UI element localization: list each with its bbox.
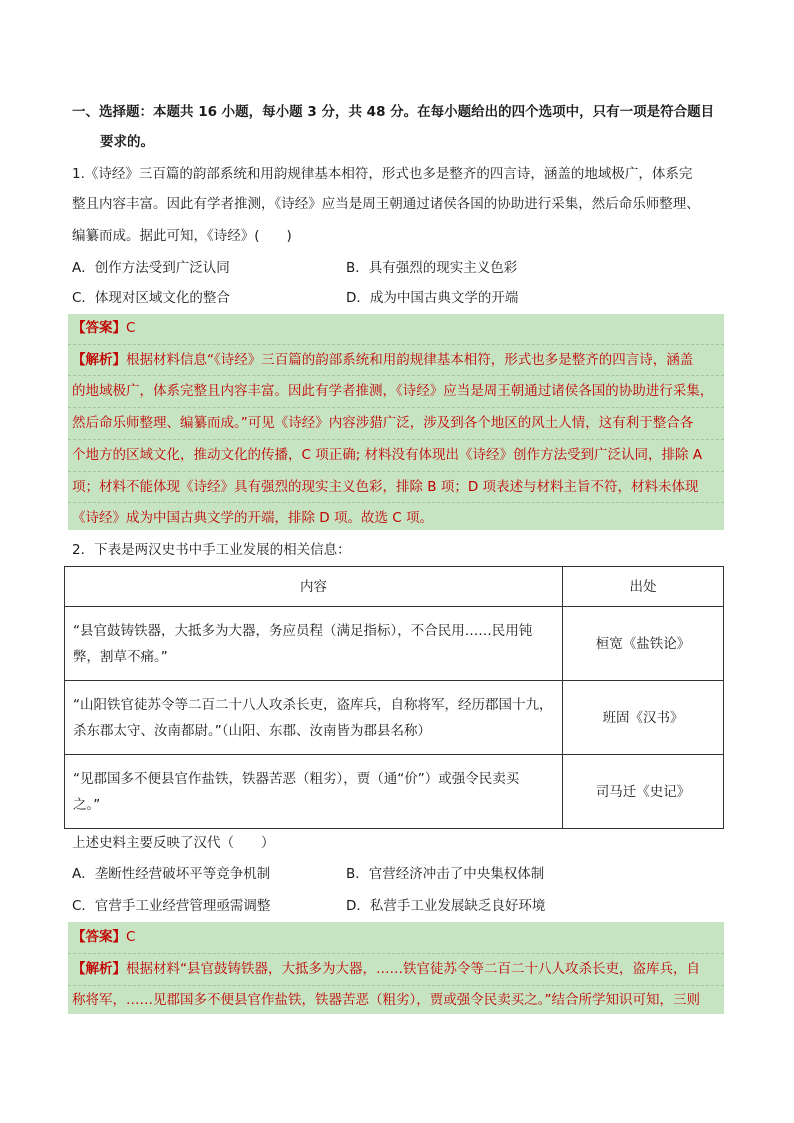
q2-option-d: D．私营手工业发展缺乏良好环境 bbox=[346, 898, 546, 914]
q2-option-b: B．官营经济冲击了中央集权体制 bbox=[346, 866, 545, 882]
q2-question: 上述史料主要反映了汉代（ ） bbox=[72, 835, 275, 851]
divider bbox=[68, 953, 724, 954]
q2-stem: 2．下表是两汉史书中手工业发展的相关信息： bbox=[72, 542, 351, 558]
cell-line: 弊，割草不痛。” bbox=[73, 648, 168, 665]
table-header-content: 内容 bbox=[65, 567, 563, 607]
q2-answer bbox=[72, 927, 135, 947]
table-header-row bbox=[65, 567, 724, 607]
analysis-text: 根据材料“县官鼓铸铁器，大抵多为大器，……铁官徒苏令等二百二十八人攻杀长吏，盗库兵，自 bbox=[126, 961, 700, 977]
cell-line: “见郡国多不便县官作盐铁，铁器苦恶（粗劣），贾（通“价”）或强令民卖买 bbox=[73, 770, 520, 787]
divider bbox=[68, 502, 724, 503]
section-header-line1: 一、选择题：本题共 16 小题，每小题 3 分，共 48 分。在每小题给出的四个选项中，只有一项是符合题目 bbox=[72, 104, 715, 120]
analysis-tag: 【解析】 bbox=[72, 352, 126, 368]
cell-line: 之。” bbox=[73, 796, 101, 813]
cell-line: 杀东郡太守、汝南都尉。”（山阳、东郡、汝南皆为郡县名称） bbox=[73, 722, 431, 739]
q1-analysis-line4: 个地方的区域文化，推动文化的传播，C 项正确; 材料没有体现出《诗经》创作方法受到广泛认同，排除 A bbox=[72, 447, 703, 463]
analysis-tag: 【解析】 bbox=[72, 961, 126, 977]
q1-analysis-line2: 的地域极广，体系完整且内容丰富。因此有学者推测，《诗经》应当是周王朝通过诸侯各国的协助进行采集， bbox=[72, 383, 714, 399]
q2-option-a: A．垄断性经营破坏平等竞争机制 bbox=[72, 866, 271, 882]
q1-stem-line2: 整且内容丰富。因此有学者推测，《诗经》应当是周王朝通过诸侯各国的协助进行采集，然后命乐师整理、 bbox=[72, 196, 700, 212]
answer-value: C bbox=[126, 929, 136, 945]
q1-analysis-line3: 然后命乐师整理、编纂而成。”可见《诗经》内容涉猎广泛，涉及到各个地区的风土人情，这有利于整合各 bbox=[72, 415, 694, 431]
q1-stem-line1: 1.《诗经》三百篇的韵部系统和用韵规律基本相符，形式也多是整齐的四言诗，涵盖的地域极广，体系完 bbox=[72, 166, 693, 182]
q1-option-c: C．体现对区域文化的整合 bbox=[72, 290, 230, 306]
q1-analysis-line5: 项；材料不能体现《诗经》具有强烈的现实主义色彩，排除 B 项；D 项表述与材料主旨不符，材料未体现 bbox=[72, 479, 699, 495]
answer-tag: 【答案】 bbox=[72, 929, 126, 945]
cell-line: “县官鼓铸铁器，大抵多为大器，务应员程（满足指标），不合民用……民用钝 bbox=[73, 622, 533, 639]
table-cell-content bbox=[65, 607, 563, 681]
q2-option-c: C．官营手工业经营管理亟需调整 bbox=[72, 898, 271, 914]
table-cell-source: 司马迁《史记》 bbox=[563, 755, 724, 829]
divider bbox=[68, 439, 724, 440]
answer-value: C bbox=[126, 320, 136, 336]
table-cell-source: 班固《汉书》 bbox=[563, 681, 724, 755]
q1-analysis-line6: 《诗经》成为中国古典文学的开端，排除 D 项。故选 C 项。 bbox=[72, 510, 433, 526]
table-row bbox=[65, 681, 724, 755]
q1-stem-line3: 编纂而成。据此可知，《诗经》( ) bbox=[72, 228, 292, 244]
analysis-text: 根据材料信息“《诗经》三百篇的韵部系统和用韵规律基本相符，形式也多是整齐的四言诗，涵盖 bbox=[126, 352, 694, 368]
divider bbox=[68, 471, 724, 472]
q1-answer bbox=[72, 318, 135, 338]
cell-line: “山阳铁官徒苏令等二百二十八人攻杀长吏，盗库兵，自称将军，经历郡国十九， bbox=[73, 696, 553, 713]
q1-option-a: A．创作方法受到广泛认同 bbox=[72, 260, 230, 276]
divider bbox=[68, 407, 724, 408]
q2-table bbox=[64, 566, 724, 829]
table-cell-content bbox=[65, 681, 563, 755]
table-header-source: 出处 bbox=[563, 567, 724, 607]
q1-option-b: B．具有强烈的现实主义色彩 bbox=[346, 260, 518, 276]
divider bbox=[68, 985, 724, 986]
table-row bbox=[65, 607, 724, 681]
table-row bbox=[65, 755, 724, 829]
q2-analysis-line1 bbox=[72, 959, 700, 979]
q1-analysis-line1 bbox=[72, 350, 693, 370]
answer-tag: 【答案】 bbox=[72, 320, 126, 336]
table-cell-source: 桓宽《盐铁论》 bbox=[563, 607, 724, 681]
divider bbox=[68, 375, 724, 376]
q1-option-d: D．成为中国古典文学的开端 bbox=[346, 290, 519, 306]
table-cell-content bbox=[65, 755, 563, 829]
divider bbox=[68, 344, 724, 345]
q2-analysis-line2: 称将军，……见郡国多不便县官作盐铁，铁器苦恶（粗劣），贾或强令民卖买之。”结合所学知识可知，三则 bbox=[72, 992, 700, 1008]
section-header-line2: 要求的。 bbox=[100, 134, 154, 150]
